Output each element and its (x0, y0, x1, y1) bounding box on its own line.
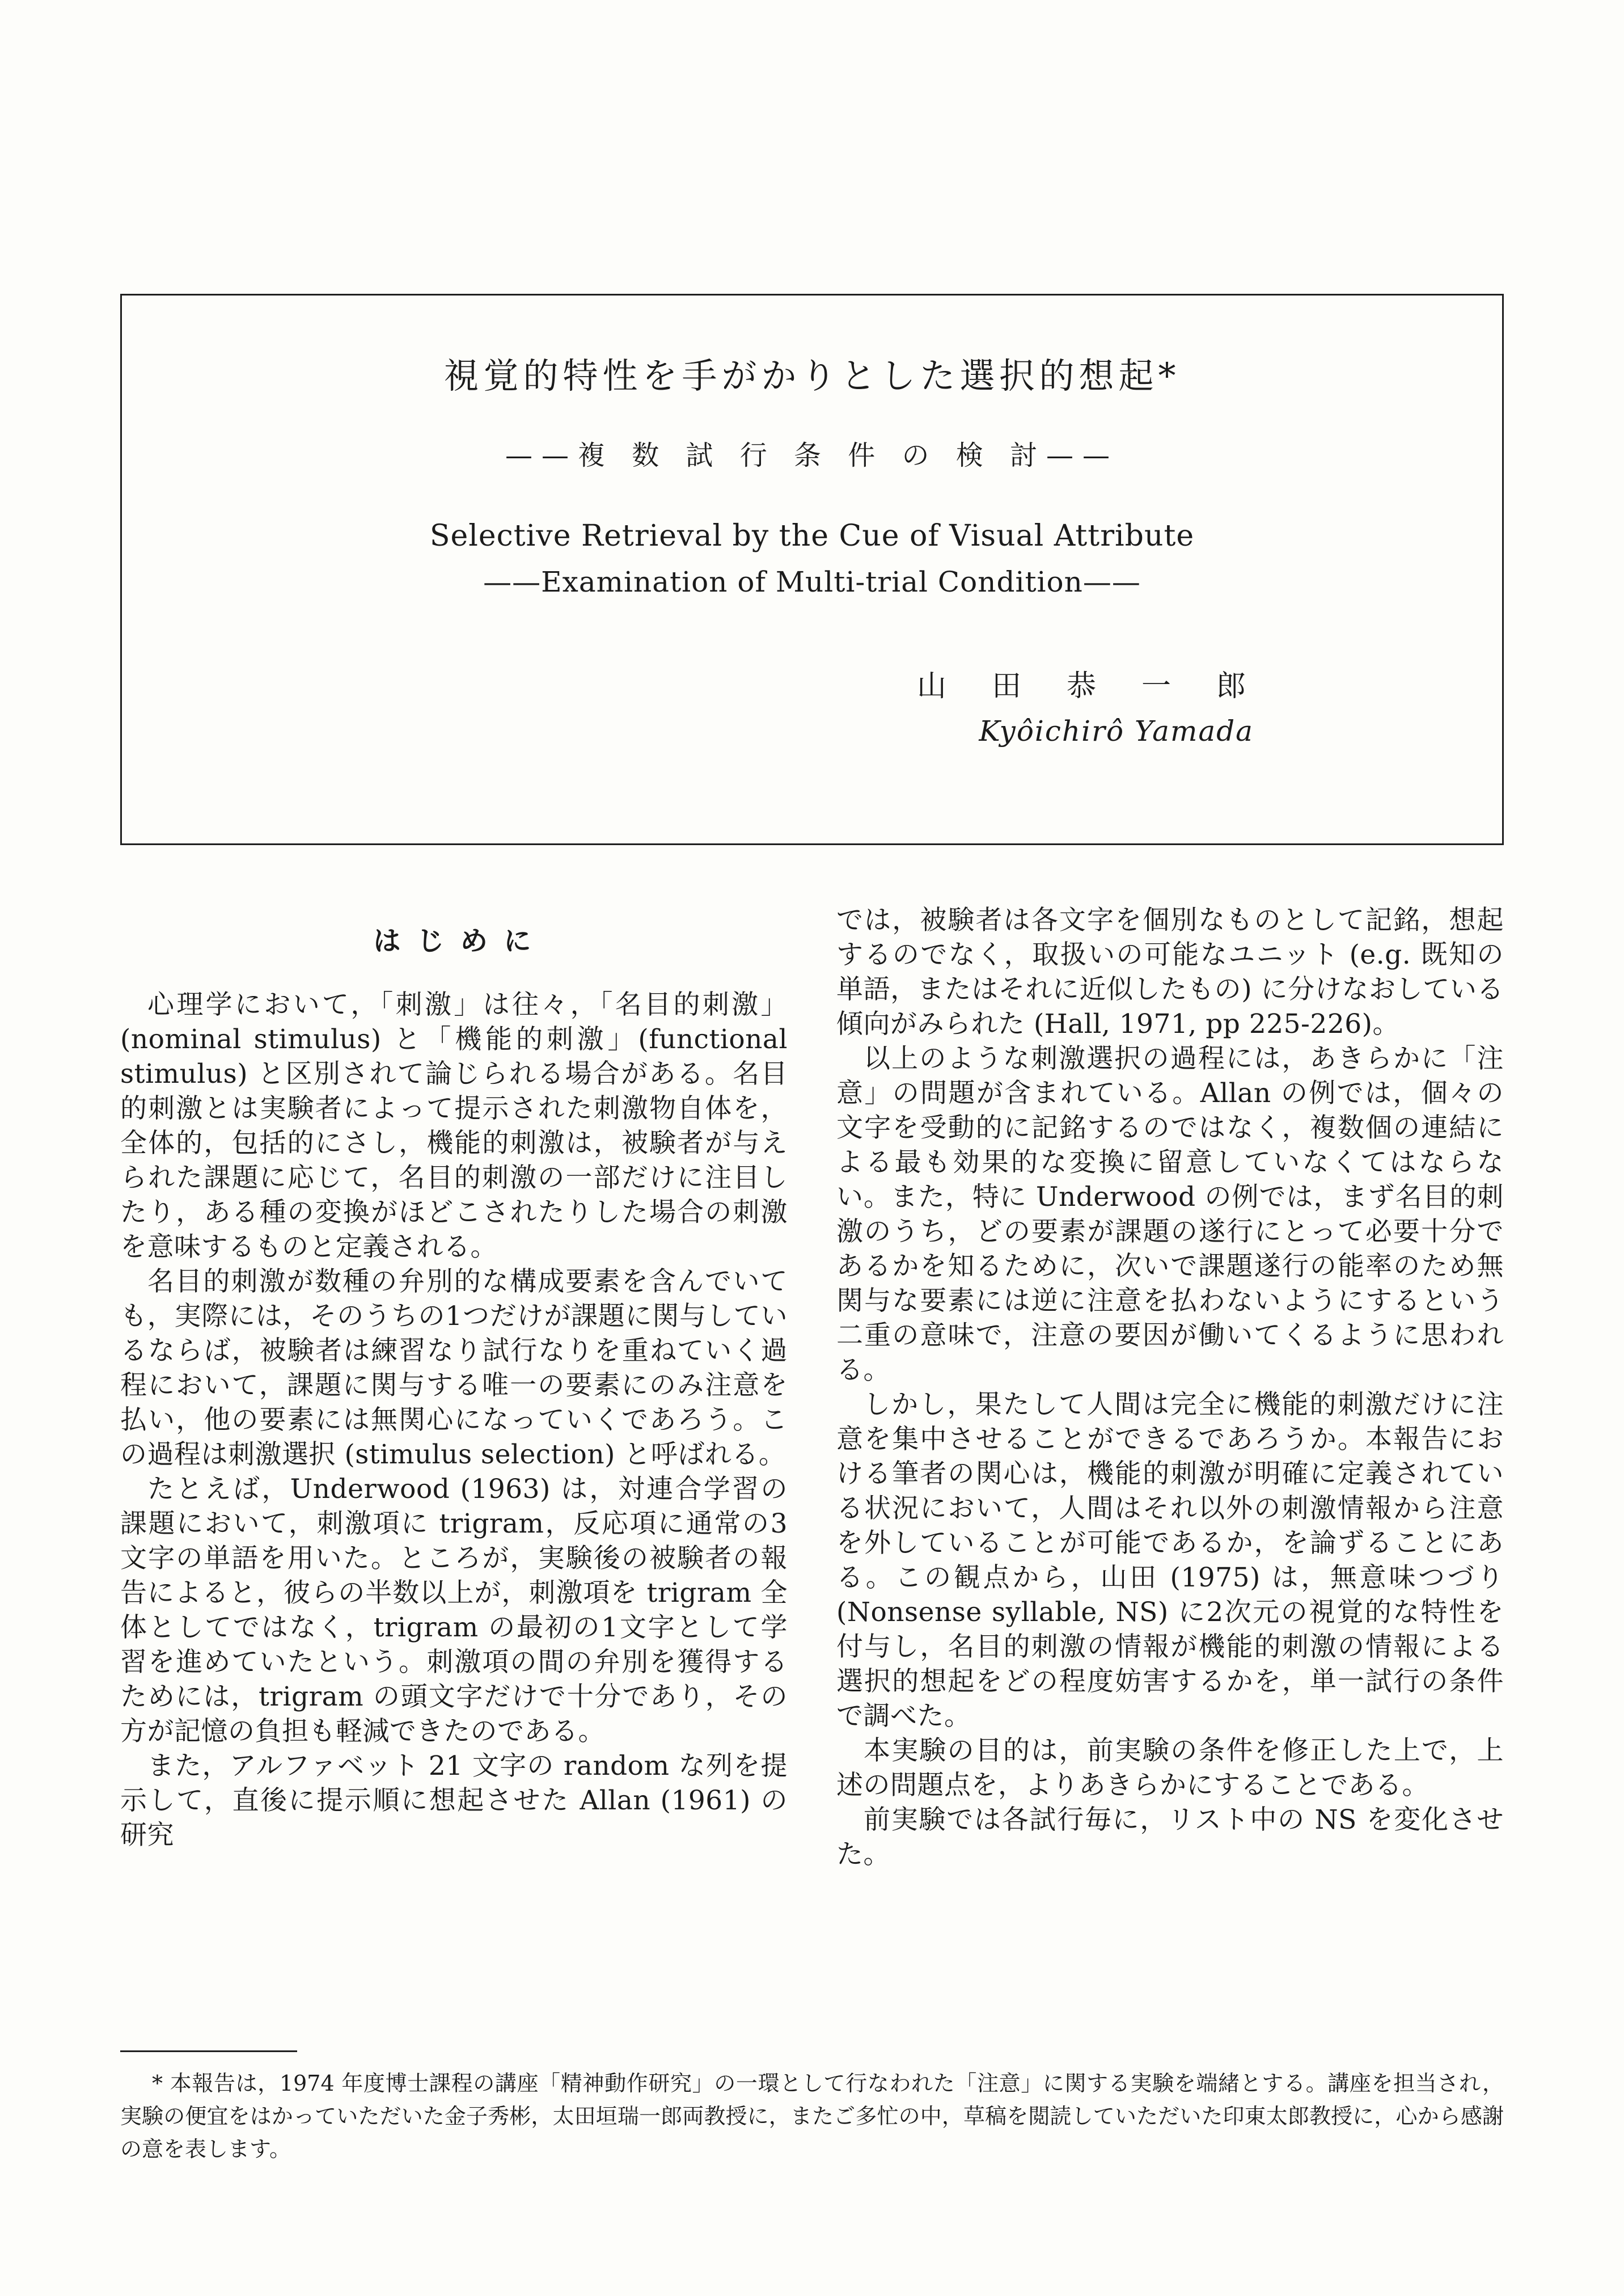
title-box (120, 294, 1504, 845)
paper-subtitle-english: ——Examination of Multi-trial Condition—— (483, 565, 1141, 598)
footnote-text (120, 2067, 1504, 2166)
paper-title-english: Selective Retrieval by the Cue of Visual Attribute (429, 519, 1195, 553)
author-name-english: Kyôichirô Yamada (979, 715, 1254, 748)
paragraph: 本実験の目的は，前実験の条件を修正した上で，上述の問題点を，よりあきらかにすることである。 (836, 1735, 1504, 1801)
paragraph: また，アルファベット 21 文字の random な列を提示して，直後に提示順に想起させた Allan (1961) の研究 (120, 1750, 788, 1851)
paragraph: 心理学において，「刺激」は往々，「名目的刺激」(nominal stimulus) と「機能的刺激」(functional stimulus) と区別されて論じられる場合がある。名目的刺激とは実験者によって提示された刺激物自体を，全体的，包括的にさし，機能的刺激は，被験者が与えられた課題に応じて，名目的刺激の一部だけに注目したり，ある種の変換がほどこされたりした場合の刺激を意味するものと定義される。 (120, 989, 788, 1263)
footnote-marker: * (152, 2071, 163, 2096)
right-column (836, 903, 1504, 1872)
paragraph: 以上のような刺激選択の過程には，あきらかに「注意」の問題が含まれている。Allan の例では，個々の文字を受動的に記銘するのではなく，複数個の連結による最も効果的な変換に留意していなくてはならない。また，特に Underwood の例では，まず名目的刺激のうち，どの要素が課題の遂行にとって必要十分であるかを知るために，次いで課題遂行の能率のため無関与な要素には逆に注意を払わないようにするという二重の意味で，注意の要因が働いてくるように思われる。 (836, 1043, 1504, 1386)
section-heading: は じ め に (373, 925, 535, 957)
paragraph: 名目的刺激が数種の弁別的な構成要素を含んでいても，実際には，そのうちの1つだけが課題に関与しているならば，被験者は練習なり試行なりを重ねていく過程において，課題に関与する唯一の要素にのみ注意を払い，他の要素には無関心になっていくであろう。この過程は刺激選択 (stimulus selection) と呼ばれる。 (120, 1266, 788, 1470)
author-name-japanese: 山 田 恭 一 郎 (916, 669, 1254, 703)
footnote-body: 本報告は，1974 年度博士課程の講座「精神動作研究」の一環として行なわれた「注意」に関する実験を端緒とする。講座を担当され，実験の便宜をはかっていただいた金子秀彬，太田垣瑞一郎両教授に，またご多忙の中，草稿を閲読していただいた印東太郎教授に，心から感謝の意を表します。 (120, 2071, 1504, 2162)
paper-subtitle-japanese: ——複 数 試 行 条 件 の 検 討—— (505, 440, 1119, 471)
paragraph: 前実験では各試行毎に，リスト中の NS を変化させた。 (836, 1804, 1504, 1870)
left-column (120, 903, 788, 1872)
footnote (120, 2050, 1504, 2166)
paragraph: しかし，果たして人間は完全に機能的刺激だけに注意を集中させることができるであろうか。本報告における筆者の関心は，機能的刺激が明確に定義されている状況において，人間はそれ以外の刺激情報から注意を外していることが可能であるか，を論ずることにある。この観点から，山田 (1975) は，無意味つづり (Nonsense syllable, NS) に2次元の視覚的な特性を付与し，名目的刺激の情報が機能的刺激の情報による選択的想起をどの程度妨害するかを，単一試行の条件で調べた。 (836, 1389, 1504, 1732)
footnote-rule (120, 2050, 297, 2052)
paragraph: たとえば，Underwood (1963) は，対連合学習の課題において，刺激項に trigram，反応項に通常の3文字の単語を用いた。ところが，実験後の被験者の報告によると，彼らの半数以上が，刺激項を trigram 全体としてではなく，trigram の最初の1文字として学習を進めていたという。刺激項の間の弁別を獲得するためには，trigram の頭文字だけで十分であり，その方が記憶の負担も軽減できたのである。 (120, 1474, 788, 1747)
paragraph: では，被験者は各文字を個別なものとして記銘，想起するのでなく，取扱いの可能なユニット (e.g. 既知の単語，またはそれに近似したもの) に分けなおしている傾向がみられた (Hall, 1971, pp 225-226)。 (836, 905, 1504, 1040)
paper-title-japanese: 視覚的特性を手がかりとした選択的想起* (443, 355, 1181, 396)
author-block (122, 662, 1502, 748)
body-columns (120, 903, 1504, 1872)
